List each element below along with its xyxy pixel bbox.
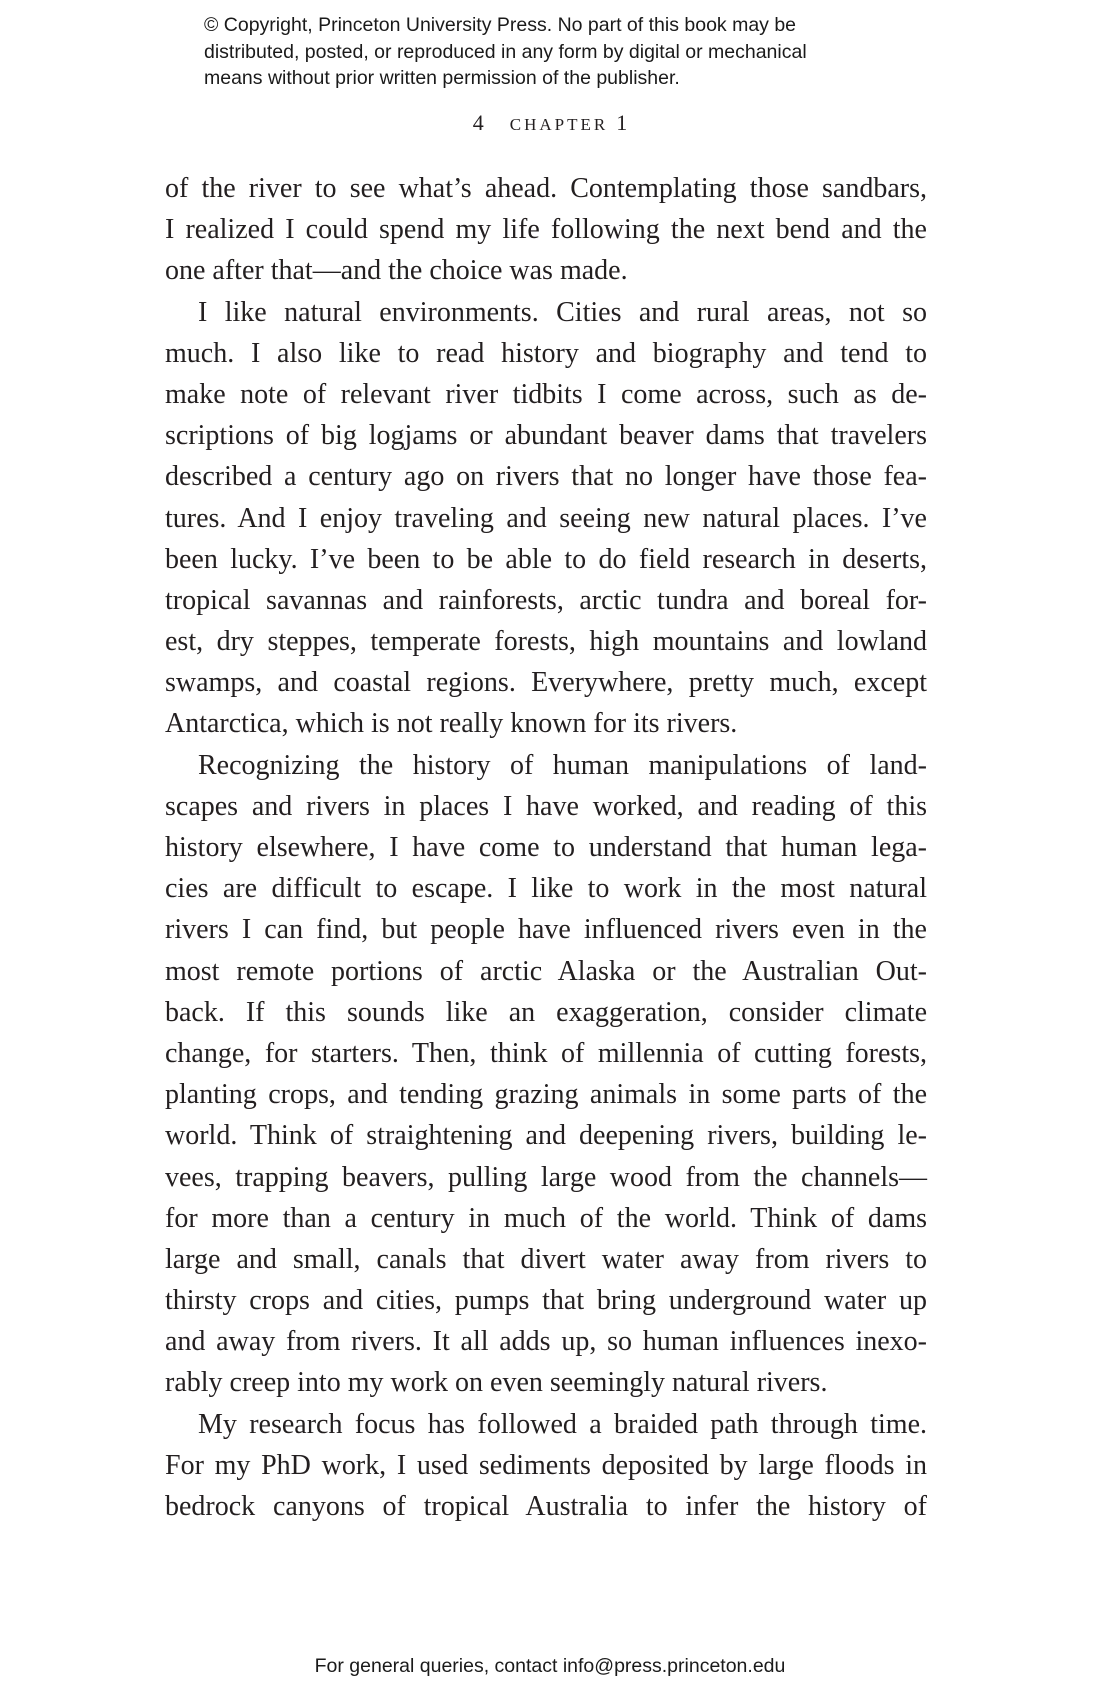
text-line: Antarctica, which is not really known for its rivers. xyxy=(165,708,738,740)
text-line: scapes and rivers in places I have worked, and reading of this xyxy=(165,790,927,822)
text-line: bedrock canyons of tropical Australia to infer the history of xyxy=(165,1491,927,1522)
paragraph xyxy=(165,168,927,292)
text-line: swamps, and coastal regions. Everywhere, pretty much, except xyxy=(165,667,927,699)
text-line: I realized I could spend my life following the next bend and the xyxy=(165,214,927,246)
text-line: large and small, canals that divert water away from rivers to xyxy=(165,1243,927,1275)
chapter-number: 1 xyxy=(616,110,628,135)
text-line: tures. And I enjoy traveling and seeing new natural places. I’ve xyxy=(165,502,927,534)
text-line: My research focus has followed a braided path through time. xyxy=(198,1408,927,1440)
text-line: been lucky. I’ve been to be able to do field research in deserts, xyxy=(165,543,927,575)
text-line: history elsewhere, I have come to understand that human lega- xyxy=(165,832,927,863)
text-line: Recognizing the history of human manipulations of land- xyxy=(198,749,927,781)
text-line: much. I also like to read history and biography and tend to xyxy=(165,337,927,369)
text-line: for more than a century in much of the world. Think of dams xyxy=(165,1202,927,1234)
page-number: 4 xyxy=(472,110,484,135)
text-line: make note of relevant river tidbits I come across, such as de- xyxy=(165,378,927,410)
body-text xyxy=(165,168,927,1527)
text-line: scriptions of big logjams or abundant beaver dams that travelers xyxy=(165,420,927,452)
text-line: rably creep into my work on even seemingly natural rivers. xyxy=(165,1367,828,1399)
text-line: rivers I can find, but people have influenced rivers even in the xyxy=(165,914,927,946)
text-line: of the river to see what’s ahead. Contemplating those sandbars, xyxy=(165,173,927,204)
text-line: world. Think of straightening and deepening rivers, building le- xyxy=(165,1120,927,1152)
text-line: tropical savannas and rainforests, arctic tundra and boreal for- xyxy=(165,584,927,616)
text-line: most remote portions of arctic Alaska or the Australian Out- xyxy=(165,955,927,987)
footer-contact: For general queries, contact info@press.princeton.edu xyxy=(314,1655,786,1677)
copyright-line: means without prior written permission of the publisher. xyxy=(204,67,680,89)
copyright-notice xyxy=(204,12,924,92)
text-line: For my PhD work, I used sediments deposited by large floods in xyxy=(165,1449,927,1481)
text-line: est, dry steppes, temperate forests, high mountains and lowland xyxy=(165,626,927,658)
paragraph xyxy=(165,292,927,745)
text-line: vees, trapping beavers, pulling large wood from the channels— xyxy=(165,1161,927,1193)
paragraph xyxy=(165,1404,927,1528)
text-line: one after that—and the choice was made. xyxy=(165,255,628,287)
copyright-line: © Copyright, Princeton University Press. No part of this book may be xyxy=(204,14,797,36)
text-line: and away from rivers. It all adds up, so human influences inexo- xyxy=(165,1326,927,1358)
paragraph xyxy=(165,745,927,1404)
text-line: change, for starters. Then, think of millennia of cutting forests, xyxy=(165,1037,927,1069)
running-head xyxy=(0,110,1100,137)
chapter-label: chapter xyxy=(509,110,609,136)
text-line: cies are difficult to escape. I like to work in the most natural xyxy=(165,873,927,905)
text-line: described a century ago on rivers that no longer have those fea- xyxy=(165,461,927,493)
copyright-line: distributed, posted, or reproduced in any form by digital or mechanical xyxy=(204,40,807,63)
text-line: planting crops, and tending grazing animals in some parts of the xyxy=(165,1079,927,1111)
text-line: back. If this sounds like an exaggeration, consider climate xyxy=(165,996,927,1028)
text-line: thirsty crops and cities, pumps that bring underground water up xyxy=(165,1285,927,1317)
text-line: I like natural environments. Cities and rural areas, not so xyxy=(198,296,927,328)
